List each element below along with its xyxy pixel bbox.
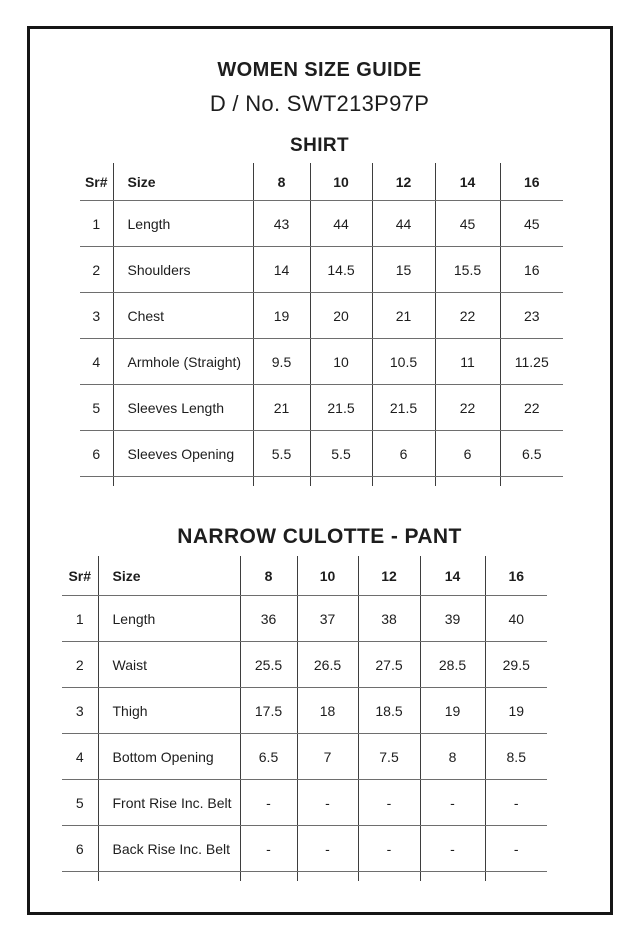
table-row	[80, 247, 563, 293]
stub-cell	[420, 872, 485, 882]
column-header-16: 16	[485, 556, 547, 596]
size-value-cell: 14.5	[310, 247, 372, 293]
column-header-8: 8	[253, 163, 310, 201]
size-value-cell: -	[240, 780, 297, 826]
column-header-8: 8	[240, 556, 297, 596]
stub-cell	[310, 477, 372, 487]
size-value-cell: -	[485, 780, 547, 826]
size-value-cell: -	[420, 826, 485, 872]
column-line-stub-row	[62, 872, 547, 882]
size-value-cell: -	[297, 826, 358, 872]
table-row	[62, 734, 547, 780]
size-value-cell: 45	[500, 201, 563, 247]
size-value-cell: 17.5	[240, 688, 297, 734]
size-value-cell: -	[297, 780, 358, 826]
stub-cell	[62, 872, 98, 882]
measurement-label-cell: Front Rise Inc. Belt	[98, 780, 240, 826]
size-value-cell: 8	[420, 734, 485, 780]
measurement-label-cell: Back Rise Inc. Belt	[98, 826, 240, 872]
size-value-cell: 22	[435, 293, 500, 339]
size-value-cell: 21.5	[372, 385, 435, 431]
size-value-cell: 37	[297, 596, 358, 642]
column-header-10: 10	[297, 556, 358, 596]
size-value-cell: 25.5	[240, 642, 297, 688]
size-value-cell: 11.25	[500, 339, 563, 385]
size-value-cell: 7.5	[358, 734, 420, 780]
table-row	[80, 339, 563, 385]
design-number: D / No. SWT213P97P	[209, 91, 430, 116]
sr-number-cell: 4	[62, 734, 98, 780]
size-value-cell: -	[485, 826, 547, 872]
table-row	[62, 596, 547, 642]
size-value-cell: -	[420, 780, 485, 826]
shirt-section-title: SHIRT	[290, 135, 349, 156]
size-value-cell: 22	[500, 385, 563, 431]
pant-section-title: NARROW CULOTTE - PANT	[177, 525, 462, 548]
size-value-cell: 18.5	[358, 688, 420, 734]
measurement-label-cell: Length	[113, 201, 253, 247]
size-value-cell: 5.5	[253, 431, 310, 477]
stub-cell	[297, 872, 358, 882]
sr-number-cell: 5	[62, 780, 98, 826]
size-value-cell: 36	[240, 596, 297, 642]
table-row	[80, 431, 563, 477]
measurement-label-cell: Sleeves Opening	[113, 431, 253, 477]
stub-cell	[372, 477, 435, 487]
table-row	[62, 780, 547, 826]
column-header-10: 10	[310, 163, 372, 201]
size-value-cell: 15	[372, 247, 435, 293]
size-value-cell: 43	[253, 201, 310, 247]
size-value-cell: 8.5	[485, 734, 547, 780]
stub-cell	[240, 872, 297, 882]
table-row	[62, 826, 547, 872]
size-value-cell: 26.5	[297, 642, 358, 688]
stub-cell	[485, 872, 547, 882]
size-value-cell: 7	[297, 734, 358, 780]
size-value-cell: -	[358, 780, 420, 826]
stub-cell	[435, 477, 500, 487]
size-value-cell: 19	[420, 688, 485, 734]
sr-number-cell: 2	[80, 247, 113, 293]
sr-number-cell: 1	[80, 201, 113, 247]
size-value-cell: 9.5	[253, 339, 310, 385]
column-line-stub-row	[80, 477, 563, 487]
size-value-cell: 38	[358, 596, 420, 642]
size-value-cell: 39	[420, 596, 485, 642]
measurement-label-cell: Waist	[98, 642, 240, 688]
column-header-sr-: Sr#	[80, 163, 113, 201]
size-value-cell: 45	[435, 201, 500, 247]
header-row	[62, 556, 547, 596]
measurement-label-cell: Length	[98, 596, 240, 642]
table-row	[80, 201, 563, 247]
size-value-cell: -	[240, 826, 297, 872]
column-header-12: 12	[372, 163, 435, 201]
measurement-label-cell: Thigh	[98, 688, 240, 734]
size-value-cell: 27.5	[358, 642, 420, 688]
column-header-16: 16	[500, 163, 563, 201]
measurement-label-cell: Chest	[113, 293, 253, 339]
stub-cell	[253, 477, 310, 487]
sr-number-cell: 5	[80, 385, 113, 431]
size-value-cell: 21	[253, 385, 310, 431]
size-value-cell: 11	[435, 339, 500, 385]
pant-size-table	[62, 556, 547, 881]
size-value-cell: 44	[372, 201, 435, 247]
size-value-cell: 10.5	[372, 339, 435, 385]
column-header-size: Size	[113, 163, 253, 201]
column-header-14: 14	[420, 556, 485, 596]
size-value-cell: 20	[310, 293, 372, 339]
size-value-cell: 15.5	[435, 247, 500, 293]
header-row	[80, 163, 563, 201]
size-value-cell: 6.5	[500, 431, 563, 477]
stub-cell	[98, 872, 240, 882]
page-title: WOMEN SIZE GUIDE	[217, 59, 422, 81]
sr-number-cell: 1	[62, 596, 98, 642]
stub-cell	[500, 477, 563, 487]
column-header-12: 12	[358, 556, 420, 596]
sr-number-cell: 2	[62, 642, 98, 688]
sr-number-cell: 4	[80, 339, 113, 385]
size-value-cell: 40	[485, 596, 547, 642]
measurement-label-cell: Bottom Opening	[98, 734, 240, 780]
table-row	[80, 385, 563, 431]
size-value-cell: 18	[297, 688, 358, 734]
size-value-cell: 21.5	[310, 385, 372, 431]
size-value-cell: 10	[310, 339, 372, 385]
stub-cell	[358, 872, 420, 882]
size-value-cell: 19	[253, 293, 310, 339]
sr-number-cell: 3	[62, 688, 98, 734]
size-value-cell: 6.5	[240, 734, 297, 780]
shirt-size-table	[80, 163, 563, 486]
size-value-cell: 29.5	[485, 642, 547, 688]
size-value-cell: 28.5	[420, 642, 485, 688]
table-row	[80, 293, 563, 339]
column-header-14: 14	[435, 163, 500, 201]
stub-cell	[80, 477, 113, 487]
size-value-cell: -	[358, 826, 420, 872]
size-value-cell: 44	[310, 201, 372, 247]
column-header-sr-: Sr#	[62, 556, 98, 596]
size-value-cell: 22	[435, 385, 500, 431]
table-row	[62, 642, 547, 688]
sr-number-cell: 6	[80, 431, 113, 477]
table-row	[62, 688, 547, 734]
size-value-cell: 6	[435, 431, 500, 477]
size-value-cell: 21	[372, 293, 435, 339]
column-header-size: Size	[98, 556, 240, 596]
measurement-label-cell: Armhole (Straight)	[113, 339, 253, 385]
size-value-cell: 5.5	[310, 431, 372, 477]
stub-cell	[113, 477, 253, 487]
measurement-label-cell: Sleeves Length	[113, 385, 253, 431]
size-value-cell: 14	[253, 247, 310, 293]
measurement-label-cell: Shoulders	[113, 247, 253, 293]
size-value-cell: 16	[500, 247, 563, 293]
size-value-cell: 23	[500, 293, 563, 339]
sr-number-cell: 3	[80, 293, 113, 339]
size-value-cell: 19	[485, 688, 547, 734]
size-value-cell: 6	[372, 431, 435, 477]
sr-number-cell: 6	[62, 826, 98, 872]
